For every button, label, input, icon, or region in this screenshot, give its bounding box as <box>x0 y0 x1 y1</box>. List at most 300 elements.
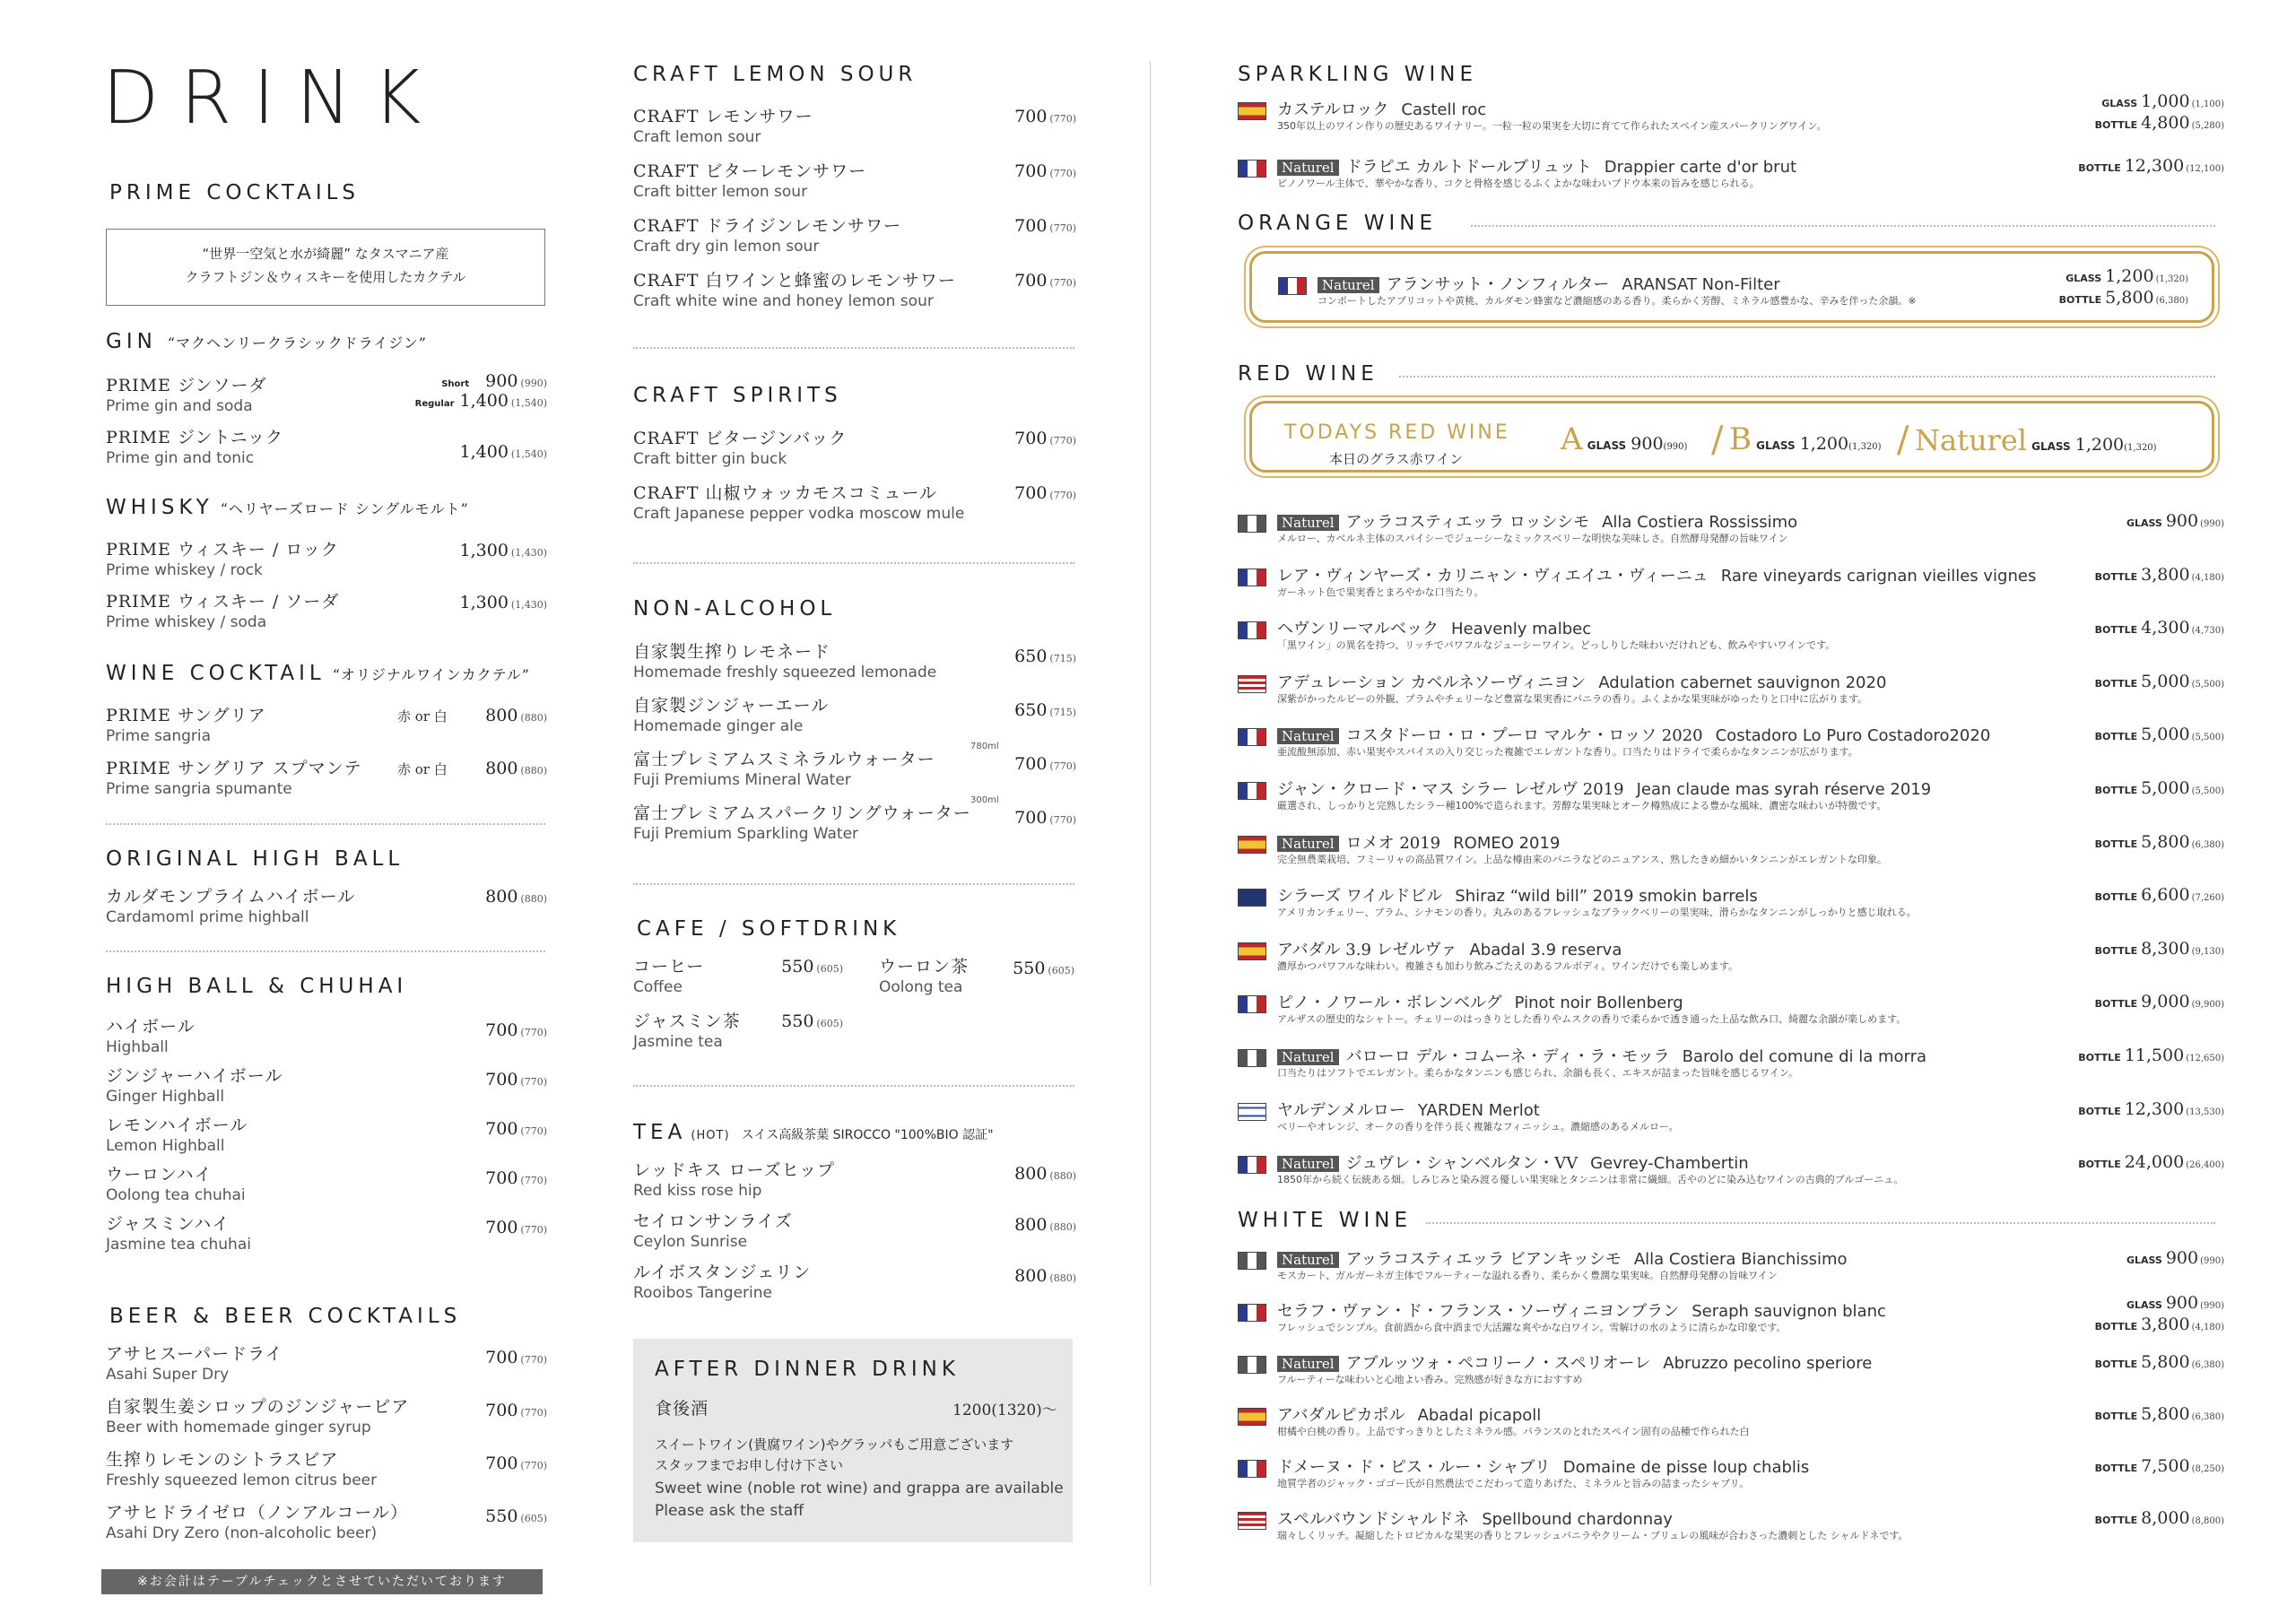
original-high-ball-heading: ORIGINAL HIGH BALL <box>106 847 404 871</box>
menu-item <box>106 755 362 798</box>
menu-item <box>633 953 704 996</box>
wine-row <box>1238 1402 2224 1442</box>
wine-name <box>1277 1298 1886 1322</box>
item-jp: 生搾りレモンのシトラスビア <box>106 1450 339 1470</box>
wine-name-en: Alla Costiera Bianchissimo <box>1633 1250 1848 1269</box>
menu-item <box>106 883 355 926</box>
item-en: Prime sangria spumante <box>106 780 292 798</box>
fr-flag-icon <box>1238 568 1266 586</box>
wine-name-jp: カステルロック <box>1277 100 1389 119</box>
item-option: 赤 or 白 <box>397 761 448 777</box>
wine-name-en: Barolo del comune di la morra <box>1682 1047 1927 1066</box>
divider <box>633 347 1074 349</box>
high-ball-heading: HIGH BALL & CHUHAI <box>106 975 408 998</box>
naturel-badge: Naturel <box>1277 160 1339 176</box>
wine-name-en: ROMEO 2019 <box>1453 833 1561 853</box>
item-jp: CRAFT ビターレモンサワー <box>633 161 867 181</box>
wine-name-jp: ドメーヌ・ド・ピス・ルー・シャブリ <box>1277 1458 1551 1477</box>
wine-name-jp: ジュヴレ・シャンベルタン・VV <box>1345 1154 1578 1174</box>
menu-item <box>633 158 866 201</box>
item-price: 650 (715) <box>1014 700 1076 720</box>
fr-flag-icon <box>1238 1304 1266 1322</box>
wine-name <box>1318 272 1780 295</box>
column-divider <box>1150 61 1151 1585</box>
item-jp: コーヒー <box>633 957 705 976</box>
menu-item <box>633 800 971 843</box>
wine-name-jp: スペルバウンドシャルドネ <box>1277 1510 1470 1529</box>
box-line-1: “世界一空気と水が綺麗” なタスマニア産 <box>202 246 449 262</box>
item-jp: アサヒドライゼロ（ノンアルコール） <box>106 1503 408 1523</box>
wine-name <box>1277 97 1486 120</box>
wine-name-en: Abruzzo pecolino speriore <box>1663 1354 1873 1373</box>
wine-name-en: Adulation cabernet sauvignon 2020 <box>1598 673 1887 692</box>
menu-item <box>633 267 956 310</box>
wine-name <box>1277 670 1886 693</box>
wine-row <box>1238 1044 2224 1083</box>
beer-heading: BEER & BEER COCKTAILS <box>109 1305 462 1328</box>
wine-price: BOTTLE 5,800 (6,380) <box>2094 1404 2224 1424</box>
item-jp: 自家製生姜シロップのジンジャービア <box>106 1397 410 1417</box>
wine-name <box>1277 1350 1872 1374</box>
orange-heading: ORANGE WINE <box>1238 212 1438 235</box>
item-en: Fuji Premium Sparkling Water <box>633 825 859 843</box>
menu-item <box>106 424 283 467</box>
item-jp: PRIME サングリア スプマンテ <box>106 759 362 778</box>
menu-item <box>633 480 964 523</box>
naturel-badge: Naturel <box>1277 1156 1339 1172</box>
menu-item <box>633 1008 741 1051</box>
todays-b: B GLASS 1,200(1,320) <box>1729 421 1882 457</box>
item-jp: CRAFT レモンサワー <box>633 107 813 126</box>
whisky-title: WHISKY <box>106 496 213 519</box>
item-en: Craft white wine and honey lemon sour <box>633 292 934 310</box>
fr-flag-icon <box>1238 621 1266 639</box>
item-price: 800 (880) <box>1014 1215 1076 1235</box>
wine-price: BOTTLE 6,600 (7,260) <box>2094 885 2224 906</box>
wine-name-en: Costadoro Lo Puro Costadoro2020 <box>1715 726 1991 746</box>
todays-naturel-label: Naturel <box>1915 423 2028 457</box>
wine-name-jp: ロメオ 2019 <box>1345 833 1441 853</box>
menu-item <box>106 1211 251 1254</box>
red-heading: RED WINE <box>1238 362 1378 386</box>
item-en: Prime gin and soda <box>106 397 253 415</box>
gin-sub: “マクヘンリークラシックドライジン” <box>167 334 427 352</box>
item-jp: レモンハイボール <box>106 1115 248 1135</box>
menu-item <box>633 213 901 256</box>
wine-description: 濃厚かつパワフルな味わい。複雑さも加わり飲みごたえのあるフルボディ。ワインだけでも楽しめます。 <box>1277 959 1739 972</box>
menu-item <box>106 372 266 415</box>
wine-row <box>1238 1098 2224 1137</box>
tea-title: TEA <box>633 1121 687 1144</box>
wine-name-jp: レア・ヴィンヤーズ・カリニャン・ヴィエイユ・ヴィーニュ <box>1277 566 1709 586</box>
slash: / <box>1711 420 1724 461</box>
item-price: 550 (605) <box>781 957 843 976</box>
item-price: 550 (605) <box>781 1011 843 1031</box>
item-price: 550 (605) <box>1013 959 1074 978</box>
todays-a: A GLASS 900(990) <box>1561 421 1688 457</box>
wine-name-jp: アブルッツォ・ペコリーノ・スペリオーレ <box>1345 1354 1651 1373</box>
menu-item <box>106 1013 196 1056</box>
wine-name-jp: アランサット・ノンフィルター <box>1386 275 1610 294</box>
wine-description: フルーティーな味わいと心地よい香み。完熟感が好きな方におすすめ <box>1277 1374 1583 1385</box>
wine-name <box>1277 1044 1926 1067</box>
white-heading: WHITE WINE <box>1238 1209 1412 1232</box>
divider <box>106 950 545 952</box>
wine-description: フレッシュでシンプル。食前酒から食中酒まで大活躍な爽やかな白ワイン。雪解けの水のように清らかな印象です。 <box>1277 1322 1787 1333</box>
au-flag-icon <box>1238 889 1266 907</box>
todays-b-letter: B <box>1729 421 1752 457</box>
item-price: 700 (770) <box>485 1070 547 1089</box>
prime-cocktails-heading: PRIME COCKTAILS <box>109 181 361 204</box>
footer-note: ※お会計はテーブルチェックとさせていただいております <box>101 1569 543 1594</box>
menu-item <box>106 1499 408 1542</box>
item-jp: CRAFT ビタージンバック <box>633 429 848 448</box>
wine-price: BOTTLE 12,300 (12,100) <box>2078 156 2224 176</box>
menu-item <box>633 746 935 789</box>
wine-description: 地質学者のジャック・ゴゴー氏が自然農法でこだわって造りあげた、ミネラルと旨みの詰まったシャブリ。 <box>1277 1478 1750 1489</box>
item-jp: 自家製ジンジャーエール <box>633 696 830 716</box>
wine-name-en: Heavenly malbec <box>1451 620 1592 639</box>
wine-name <box>1277 830 1560 854</box>
wine-description: ベリーやオレンジ、オークの香りを伴う長く複雑なフィニッシュ。濃縮感のあるメルロー。 <box>1277 1120 1679 1133</box>
after-dinner-line4: Please ask the staff <box>655 1502 804 1520</box>
wine-description: 深紫がかったルビーの外観、プラムやチェリーなど豊富な果実香にバニラの香り。ふくよかな果実味がゆったりと口中に広がります。 <box>1277 692 1868 705</box>
wine-name-jp: ヤルデンメルロー <box>1277 1100 1405 1120</box>
item-jp: PRIME ウィスキー / ソーダ <box>106 592 340 612</box>
price-short: Short 900 (990) <box>441 371 547 391</box>
item-price: 800 (880) <box>1014 1266 1076 1286</box>
naturel-badge: Naturel <box>1318 277 1379 293</box>
naturel-badge: Naturel <box>1277 1049 1339 1065</box>
item-jp: 自家製生搾りレモネード <box>633 642 831 662</box>
item-en: Asahi Super Dry <box>106 1366 230 1384</box>
tea-sub: スイス高級茶葉 SIROCCO "100%BIO 認証" <box>741 1128 994 1142</box>
wine-name <box>1277 1454 1809 1478</box>
divider <box>633 562 1074 564</box>
menu-item <box>633 425 847 468</box>
item-en: Jasmine tea <box>633 1033 723 1051</box>
wine-name <box>1277 777 1931 800</box>
item-en: Ceylon Sunrise <box>633 1233 748 1251</box>
wine-price: GLASS 900 (990) <box>2126 511 2224 531</box>
item-price: 1,300 (1,430) <box>459 593 547 612</box>
item-en: Craft lemon sour <box>633 128 761 146</box>
wine-name-jp: ジャン・クロード・マス シラー レゼルヴ 2019 <box>1277 780 1624 799</box>
wine-description: ピノノワール主体で、華やかな香り、コクと骨格を感じるふくよかな味わいブドウ本来の旨みを感じられる。 <box>1277 178 1760 189</box>
item-price: 700 (770) <box>1014 271 1076 291</box>
menu-item <box>106 1161 246 1204</box>
wine-description: メルロー、カベルネ主体のスパイシーでジューシーなミックスベリーな明快な美味しさ。自然酵母発酵の旨味ワイン <box>1277 533 1788 544</box>
wine-price: GLASS 1,200 (1,320) <box>2066 266 2188 286</box>
wine-cocktail-heading <box>106 662 530 685</box>
wine-description: 350年以上のワイン作りの歴史あるワイナリー。一粒一粒の果実を大切に育てて作られたスペイン産スパークリングワイン。 <box>1277 120 1827 132</box>
wine-name-en: Alla Costiera Rossissimo <box>1602 513 1798 532</box>
item-jp: 富士プレミアムスミネラルウォーター <box>633 750 935 769</box>
item-en: Freshly squeezed lemon citrus beer <box>106 1471 378 1489</box>
page-title: DRINK <box>102 56 443 141</box>
item-en: Craft Japanese pepper vodka moscow mule <box>633 505 965 523</box>
es-flag-icon <box>1238 102 1266 120</box>
item-en: Craft dry gin lemon sour <box>633 238 820 256</box>
wine-name <box>1277 1506 1673 1530</box>
naturel-badge: Naturel <box>1277 1252 1339 1268</box>
wine-description: 厳選され、しっかりと完熟したシラー種100%で造られます。芳醇な果実味とオーク樽熟成による豊かな風味、濃密な味わいが特徴です。 <box>1277 800 1887 812</box>
item-price: 700 (770) <box>485 1348 547 1367</box>
fr-flag-icon <box>1238 782 1266 800</box>
wine-description: コンポートしたアプリコットや黄桃、カルダモン蜂蜜など濃縮感のある香り。柔らかく芳醇、ミネラル感豊かな、辛みを伴った余韻。※ <box>1318 295 1917 307</box>
wine-price: GLASS 900 (990) <box>2126 1293 2224 1313</box>
item-price: 800 (880) <box>485 706 547 725</box>
item-price: 700 (770) <box>485 1020 547 1040</box>
menu-item <box>633 692 829 735</box>
item-jp: ルイボスタンジェリン <box>633 1263 812 1282</box>
wine-name-jp: アデュレーション カベルネソーヴィニヨン <box>1277 673 1587 692</box>
wine-price: BOTTLE 24,000 (26,400) <box>2078 1152 2224 1173</box>
cafe-heading: CAFE / SOFTDRINK <box>637 917 901 941</box>
wine-row <box>1238 830 2224 870</box>
item-en: Coffee <box>633 978 683 996</box>
wine-price: BOTTLE 5,000 (5,500) <box>2094 725 2224 745</box>
fr-flag-icon <box>1238 160 1266 178</box>
wine-row <box>1238 1454 2224 1494</box>
divider <box>1399 376 2215 378</box>
divider <box>633 883 1074 885</box>
fr-flag-icon <box>1238 1460 1266 1478</box>
menu-item <box>633 1259 811 1302</box>
wine-name-jp: セラフ・ヴァン・ド・フランス・ソーヴィニヨンブラン <box>1277 1302 1680 1321</box>
item-en: Fuji Premiums Mineral Water <box>633 771 851 789</box>
naturel-badge: Naturel <box>1277 1356 1339 1372</box>
wine-price: BOTTLE 3,800 (4,180) <box>2094 1315 2224 1334</box>
item-en: Asahi Dry Zero (non-alcoholic beer) <box>106 1524 378 1542</box>
after-dinner-jp: 食後酒 <box>655 1399 709 1419</box>
wine-name-jp: アッラコスティエッラ ロッシシモ <box>1345 513 1590 532</box>
item-price: 1,400 (1,540) <box>459 442 547 462</box>
wine-name-en: Castell roc <box>1401 100 1487 119</box>
after-dinner-line1: スイートワイン(貴腐ワイン)やグラッパもご用意ございます <box>655 1436 1014 1453</box>
wine-description: モスカート、ガルガーネガ主体でフルーティーな溢れる香り、柔らかく豊潤な果実味。自然酵母発酵の旨味ワイン <box>1277 1270 1778 1281</box>
item-en: Lemon Highball <box>106 1137 225 1155</box>
item-jp: ハイボール <box>106 1017 196 1037</box>
item-price: 700 (770) <box>1014 808 1076 828</box>
wine-price: BOTTLE 5,800 (6,380) <box>2094 831 2224 852</box>
menu-item <box>106 1063 283 1106</box>
wine-name <box>1277 1246 1848 1270</box>
menu-item <box>106 702 266 745</box>
wine-name <box>1277 1402 1541 1426</box>
divider <box>106 823 545 825</box>
wine-name-en: Abadal 3.9 reserva <box>1469 940 1622 959</box>
item-price: 800 (880) <box>485 887 547 907</box>
wine-name-en: Spellbound chardonnay <box>1482 1510 1673 1529</box>
item-en: Homemade freshly squeezed lemonade <box>633 664 937 681</box>
item-price: 800 (880) <box>485 759 547 778</box>
item-en: Prime whiskey / rock <box>106 561 263 579</box>
item-price: 700 (770) <box>1014 216 1076 236</box>
naturel-badge: Naturel <box>1277 728 1339 744</box>
wine-name-jp: アバダル 3.9 レゼルヴァ <box>1277 940 1457 959</box>
item-jp: ジャスミンハイ <box>106 1214 230 1234</box>
wine-description: 完全無農薬栽培、フミーリャの高品質ワイン。上品な樽由来のバニラなどのニュアンス、熟したきめ細かいタンニンがエレガントな印象。 <box>1277 853 1888 865</box>
wine-row <box>1238 1293 2224 1338</box>
item-volume: 300ml <box>970 795 999 805</box>
prime-cocktails-note-box <box>106 229 545 306</box>
item-price: 700 (770) <box>1014 754 1076 774</box>
gin-title: GIN <box>106 330 157 353</box>
fr-flag-icon <box>1238 1156 1266 1174</box>
wine-price: BOTTLE 5,000 (5,500) <box>2094 778 2224 798</box>
wine-name-jp: バローロ デル・コムーネ・ディ・ラ・モッラ <box>1345 1047 1670 1066</box>
wine-row <box>1238 1150 2224 1190</box>
wine-name-jp: ピノ・ノワール・ボレンベルグ <box>1277 994 1502 1013</box>
item-price: 700 (770) <box>1014 107 1076 126</box>
item-jp: カルダモンプライムハイボール <box>106 887 356 907</box>
wine-name-en: YARDEN Merlot <box>1417 1100 1540 1120</box>
wine-name-en: Rare vineyards carignan vieilles vignes <box>1720 566 2037 586</box>
menu-item <box>633 638 936 681</box>
item-price: 700 (770) <box>1014 429 1076 448</box>
item-price: 700 (770) <box>485 1218 547 1237</box>
craft-spirits-heading: CRAFT SPIRITS <box>633 384 842 407</box>
wine-name-jp: アバダルピカポル <box>1277 1406 1405 1425</box>
item-jp: ジャスミン茶 <box>633 1011 741 1031</box>
wine-name-en: Abadal picapoll <box>1417 1406 1542 1425</box>
box-line-2: クラフトジン＆ウィスキーを使用したカクテル <box>185 269 466 285</box>
item-jp: セイロンサンライズ <box>633 1211 793 1231</box>
wine-row <box>1238 1506 2224 1546</box>
item-en: Cardamoml prime highball <box>106 908 309 926</box>
menu-item <box>106 1112 248 1155</box>
item-en: Craft bitter gin buck <box>633 450 787 468</box>
wine-price: BOTTLE 11,500 (12,650) <box>2078 1046 2224 1065</box>
item-en: Beer with homemade ginger syrup <box>106 1419 371 1436</box>
wine-name-en: Jean claude mas syrah réserve 2019 <box>1636 780 1932 799</box>
item-en: Prime gin and tonic <box>106 449 255 467</box>
item-jp: CRAFT 白ワインと蜂蜜のレモンサワー <box>633 271 956 291</box>
wine-price: BOTTLE 7,500 (8,250) <box>2094 1456 2224 1476</box>
wine-price: GLASS 900 (990) <box>2126 1248 2224 1268</box>
wine-price: BOTTLE 8,000 (8,800) <box>2094 1508 2224 1528</box>
price-regular: Regular 1,400 (1,540) <box>414 391 547 411</box>
item-en: Jasmine tea chuhai <box>106 1236 251 1254</box>
item-en: Oolong tea chuhai <box>106 1186 246 1204</box>
wine-price: BOTTLE 4,800 (5,280) <box>2094 113 2224 133</box>
divider <box>1471 225 2215 227</box>
item-en: Ginger Highball <box>106 1088 225 1106</box>
item-jp: PRIME ジントニック <box>106 428 283 447</box>
menu-item <box>106 1393 409 1436</box>
wine-name <box>1277 990 1683 1013</box>
us-flag-icon <box>1238 675 1266 693</box>
wine-price: BOTTLE 12,300 (13,530) <box>2078 1098 2224 1119</box>
wine-name <box>1277 723 1990 746</box>
wine-price: BOTTLE 4,300 (4,730) <box>2094 618 2224 638</box>
wine-name-en: Seraph sauvignon blanc <box>1692 1302 1886 1321</box>
wine-name <box>1277 563 2036 586</box>
wine-name-en: Shiraz “wild bill” 2019 smokin barrels <box>1455 887 1758 907</box>
wine-description: 瑞々しくリッチ。凝縮したトロピカルな果実の香りとフレッシュバニラやクリーム・ブリュレの風味が合わさった濃刺とした シャルドネです。 <box>1277 1530 1909 1541</box>
item-jp: PRIME ジンソーダ <box>106 376 267 395</box>
item-en: Homemade ginger ale <box>633 717 804 735</box>
item-jp: ウーロンハイ <box>106 1165 213 1185</box>
wine-description: 1850年から続く伝統ある畑。しみじみと染み渡る優しい果実味とタンニンは非常に繊細。舌やのどに染み込むワインの古典的ブルゴーニュ。 <box>1277 1174 1904 1186</box>
wine-name <box>1277 937 1622 960</box>
wine-description: 柑橘や白桃の香り。上品ですっきりとしたミネラル感。バランスのとれたスペイン固有の品種で作られた白 <box>1277 1426 1750 1437</box>
item-en: Craft bitter lemon sour <box>633 183 808 201</box>
item-price: 700 (770) <box>485 1168 547 1188</box>
item-price: 650 (715) <box>1014 647 1076 666</box>
gin-heading <box>106 330 427 353</box>
fr-flag-icon <box>1238 728 1266 746</box>
es-flag-icon <box>1238 1408 1266 1426</box>
menu-item <box>106 1446 377 1489</box>
after-dinner-heading: AFTER DINNER DRINK <box>655 1358 960 1381</box>
menu-item <box>106 1341 283 1384</box>
divider <box>1426 1222 2215 1224</box>
item-en: Highball <box>106 1038 169 1056</box>
wine-name <box>1277 154 1796 178</box>
item-jp: PRIME サングリア <box>106 706 266 725</box>
fr-flag-icon <box>1278 277 1307 295</box>
item-en: Prime sangria <box>106 727 212 745</box>
it-flag-icon <box>1238 1049 1266 1067</box>
item-price: 700 (770) <box>485 1454 547 1473</box>
menu-item <box>633 103 813 146</box>
item-price: 800 (880) <box>1014 1164 1076 1184</box>
todays-a-letter: A <box>1561 421 1583 457</box>
item-price: 550 (605) <box>485 1506 547 1526</box>
whisky-heading <box>106 496 469 519</box>
wine-row <box>1238 1246 2224 1286</box>
wine-name-jp: シラーズ ワイルドビル <box>1277 887 1443 907</box>
after-dinner-price: 1200(1320)～ <box>952 1402 1057 1419</box>
wine-cocktail-sub: “オリジナルワインカクテル” <box>332 666 530 683</box>
wine-price: BOTTLE 3,800 (4,180) <box>2094 564 2224 585</box>
menu-item <box>106 536 339 579</box>
wine-price: BOTTLE 8,300 (9,130) <box>2094 938 2224 959</box>
item-price: 700 (770) <box>1014 483 1076 503</box>
item-jp: アサヒスーパードライ <box>106 1344 283 1364</box>
wine-name-en: Pinot noir Bollenberg <box>1514 994 1683 1013</box>
wine-name-en: Domaine de pisse loup chablis <box>1562 1458 1810 1477</box>
wine-row <box>1238 1350 2224 1390</box>
wine-description: ガーネット色で果実香とまろやかな口当たり。 <box>1277 586 1484 598</box>
wine-name-en: Gevrey-Chambertin <box>1590 1154 1749 1174</box>
tea-heading <box>633 1121 994 1144</box>
wine-name-jp: アッラコスティエッラ ビアンキッシモ <box>1345 1250 1622 1269</box>
wine-description: 口当たりはソフトでエレガント。柔らかなタンニンも感じられ、余韻も長く、エキスが詰まった旨味を感じるワイン。 <box>1277 1067 1799 1079</box>
wine-row <box>1238 670 2224 709</box>
item-price: 700 (770) <box>485 1401 547 1420</box>
fr-flag-icon <box>1238 995 1266 1013</box>
wine-name-en: Drappier carte d'or brut <box>1604 158 1797 177</box>
wine-name-jp: コスタドーロ・ロ・プーロ マルケ・ロッソ 2020 <box>1345 726 1703 746</box>
wine-name <box>1277 616 1591 639</box>
menu-item <box>633 1157 835 1200</box>
wine-row <box>1238 154 2224 194</box>
item-en: Oolong tea <box>879 978 963 996</box>
wine-row <box>1238 937 2224 976</box>
wine-description: 亜流酸無添加、赤い果実やスパイスの入り交じった複雑でエレガントな香り。口当たりはドライで柔らかなタンニンが広がります。 <box>1277 746 1858 759</box>
es-flag-icon <box>1238 942 1266 960</box>
todays-red-title: TODAYS RED WINE <box>1284 421 1510 444</box>
wine-row <box>1238 91 2224 136</box>
il-flag-icon <box>1238 1103 1266 1121</box>
item-option: 赤 or 白 <box>397 708 448 725</box>
wine-cocktail-title: WINE COCKTAIL <box>106 662 326 685</box>
item-price: 700 (770) <box>485 1119 547 1139</box>
es-flag-icon <box>1238 836 1266 854</box>
